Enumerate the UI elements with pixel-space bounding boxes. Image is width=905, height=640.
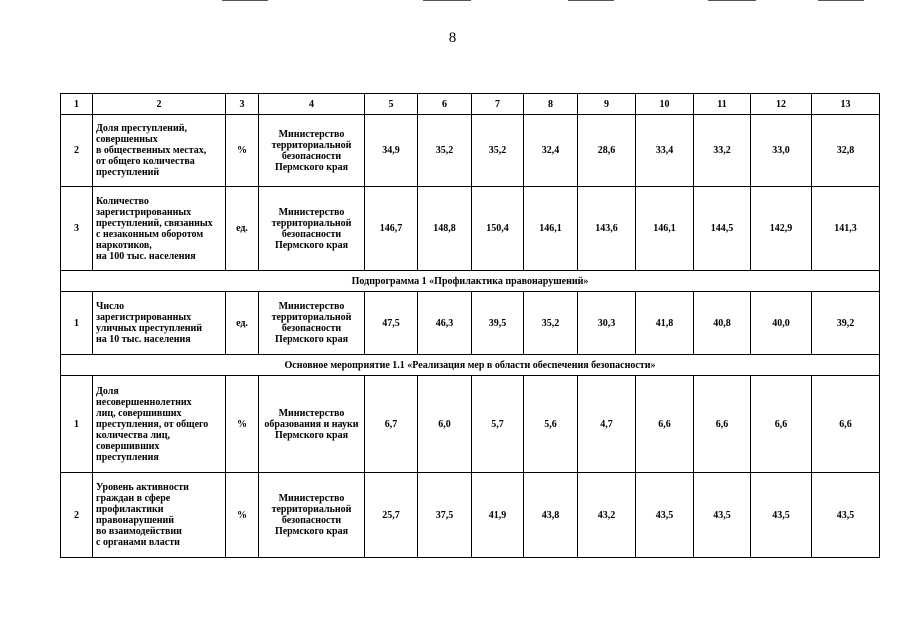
cell-indicator-text: Доля преступлений, совершенных в общественных местах, от общего количества преступлений <box>96 123 207 178</box>
cell-unit <box>226 115 259 187</box>
cell-value <box>751 473 812 558</box>
table-row <box>61 292 880 355</box>
header-cell <box>259 94 365 115</box>
cell-value <box>418 292 472 355</box>
cell-value <box>636 292 694 355</box>
header-cell <box>578 94 636 115</box>
cell-number <box>61 115 93 187</box>
cell-value <box>365 376 418 473</box>
cell-value <box>472 187 524 271</box>
cell-value <box>524 473 578 558</box>
cell-responsible-text: Министерство территориальной безопасности Пермского края <box>271 206 352 251</box>
cell-responsible <box>259 292 365 355</box>
cell-value <box>524 115 578 187</box>
cell-value <box>418 115 472 187</box>
cell-number <box>61 376 93 473</box>
cell-value <box>812 187 880 271</box>
cell-value <box>694 292 751 355</box>
cell-value-text: 6,6 <box>715 418 729 430</box>
cell-value <box>578 187 636 271</box>
indicators-table <box>60 93 880 558</box>
cell-value <box>694 473 751 558</box>
cell-value <box>694 187 751 271</box>
cell-value-text: 33,2 <box>713 145 731 156</box>
cell-value-text: 146,1 <box>653 223 676 234</box>
cell-value-text: 28,6 <box>597 145 616 156</box>
cell-responsible <box>259 473 365 558</box>
cell-value <box>472 115 524 187</box>
cell-indicator <box>93 473 226 558</box>
cell-unit <box>226 473 259 558</box>
cell-value <box>636 115 694 187</box>
header-row <box>61 94 880 115</box>
cell-value <box>636 187 694 271</box>
cell-value-text: 25,7 <box>382 509 400 521</box>
cell-responsible-text: Министерство территориальной безопасности Пермского края <box>271 128 352 173</box>
cell-value-text: 30,3 <box>597 317 616 329</box>
cell-value-text: 43,5 <box>713 509 731 521</box>
cell-value <box>365 115 418 187</box>
cell-responsible <box>259 187 365 271</box>
cell-value <box>751 376 812 473</box>
cell-value <box>694 376 751 473</box>
cell-value-text: 43,8 <box>541 509 560 521</box>
cell-value <box>636 473 694 558</box>
cell-value-text: 43,5 <box>772 509 790 521</box>
cell-indicator <box>93 376 226 473</box>
cell-value-text: 39,5 <box>488 317 507 329</box>
cell-value-text: 40,0 <box>772 317 790 329</box>
cell-value-text: 33,4 <box>655 145 674 156</box>
cell-number-text: 3 <box>74 223 79 234</box>
cell-value <box>365 187 418 271</box>
header-cell <box>226 94 259 115</box>
cell-number-text: 1 <box>74 317 79 329</box>
cell-value <box>578 473 636 558</box>
header-cell <box>694 94 751 115</box>
header-cell <box>418 94 472 115</box>
cell-value-text: 6,0 <box>438 418 451 430</box>
header-cell <box>472 94 524 115</box>
cell-number-text: 2 <box>74 509 79 521</box>
cell-responsible-text: Министерство территориальной безопасности Пермского края <box>271 301 352 345</box>
header-cell <box>812 94 880 115</box>
cell-value-text: 43,2 <box>597 509 616 521</box>
table-row <box>61 473 880 558</box>
cell-value-text: 6,6 <box>658 418 671 430</box>
header-cell <box>61 94 93 115</box>
cell-value <box>472 376 524 473</box>
section-row <box>61 355 880 376</box>
cell-unit-text: % <box>237 509 247 521</box>
cell-value <box>365 473 418 558</box>
header-cell <box>93 94 226 115</box>
cell-value-text: 146,1 <box>539 223 562 234</box>
table-body <box>61 94 880 558</box>
cell-value <box>524 376 578 473</box>
cell-value <box>578 115 636 187</box>
header-cell-text: 13 <box>840 98 851 110</box>
table-row <box>61 187 880 271</box>
cell-value <box>578 376 636 473</box>
cell-unit <box>226 187 259 271</box>
top-edge-marks <box>0 0 905 3</box>
cell-value-text: 32,4 <box>541 145 560 156</box>
cell-value-text: 144,5 <box>710 223 734 234</box>
cell-value <box>418 187 472 271</box>
cell-indicator-text: Доля несовершеннолетних лиц, совершивших преступления, от общего количества лиц, совершивших преступления <box>96 385 209 463</box>
cell-value-text: 41,9 <box>488 509 507 521</box>
cell-value-text: 141,3 <box>834 223 857 234</box>
cell-unit <box>226 292 259 355</box>
cell-value-text: 37,5 <box>435 509 454 521</box>
cell-value <box>418 376 472 473</box>
cell-value <box>365 292 418 355</box>
cell-value-text: 143,6 <box>595 223 618 234</box>
cell-value-text: 47,5 <box>382 317 400 329</box>
page-number: 8 <box>448 30 457 46</box>
cell-value <box>812 376 880 473</box>
cell-value <box>751 187 812 271</box>
cell-value-text: 6,6 <box>839 418 852 430</box>
cell-value-text: 33,0 <box>772 145 790 156</box>
cell-value <box>524 292 578 355</box>
cell-responsible <box>259 115 365 187</box>
cell-value-text: 34,9 <box>382 145 400 156</box>
cell-value <box>524 187 578 271</box>
cell-value <box>751 292 812 355</box>
header-cell <box>751 94 812 115</box>
cell-value <box>578 292 636 355</box>
cell-value-text: 41,8 <box>655 317 674 329</box>
table-row <box>61 115 880 187</box>
cell-value-text: 35,2 <box>488 145 507 156</box>
header-cell <box>524 94 578 115</box>
header-cell-text: 12 <box>776 98 786 110</box>
cell-value-text: 142,9 <box>769 223 793 234</box>
cell-indicator-text: Количество зарегистрированных преступлений, связанных с незаконным оборотом наркотиков, на 100 тыс. населения <box>96 195 213 262</box>
section-title-text: Основное мероприятие 1.1 «Реализация мер в области обеспечения безопасности» <box>284 359 656 371</box>
section-row <box>61 271 880 292</box>
cell-indicator <box>93 187 226 271</box>
cell-value-text: 43,5 <box>655 509 674 521</box>
cell-value-text: 35,2 <box>541 317 560 329</box>
cell-value <box>636 376 694 473</box>
cell-unit-text: ед. <box>236 317 248 329</box>
cell-number <box>61 187 93 271</box>
cell-unit-text: ед. <box>236 223 248 234</box>
header-cell-text: 11 <box>717 98 727 110</box>
cell-number <box>61 473 93 558</box>
header-cell-text: 9 <box>604 98 609 110</box>
cell-indicator-text: Уровень активности граждан в сфере профилактики правонарушений во взаимодействии с органами власти <box>96 482 189 548</box>
header-cell-text: 3 <box>239 98 245 110</box>
cell-value-text: 6,6 <box>774 418 788 430</box>
section-title <box>61 271 880 292</box>
cell-value <box>472 473 524 558</box>
cell-value-text: 148,8 <box>433 223 456 234</box>
header-cell-text: 1 <box>74 98 79 110</box>
header-cell-text: 7 <box>495 98 500 110</box>
header-cell-text: 5 <box>388 98 394 110</box>
header-cell <box>636 94 694 115</box>
cell-responsible-text: Министерство территориальной безопасности Пермского края <box>271 493 352 537</box>
section-title-text: Подпрограмма 1 «Профилактика правонарушений» <box>351 275 589 287</box>
cell-value-text: 39,2 <box>836 317 855 329</box>
cell-indicator <box>93 292 226 355</box>
section-title <box>61 355 880 376</box>
cell-number <box>61 292 93 355</box>
cell-value-text: 32,8 <box>836 145 855 156</box>
cell-value <box>812 473 880 558</box>
header-cell-text: 10 <box>659 98 670 110</box>
cell-value <box>418 473 472 558</box>
cell-responsible <box>259 376 365 473</box>
cell-number-text: 2 <box>74 145 79 156</box>
header-cell-text: 6 <box>442 98 447 110</box>
header-cell-text: 8 <box>548 98 553 110</box>
cell-value-text: 6,7 <box>384 418 398 430</box>
cell-responsible-text: Министерство образования и науки Пермского края <box>264 407 359 441</box>
header-cell-text: 2 <box>156 98 162 110</box>
cell-value <box>812 115 880 187</box>
cell-unit <box>226 376 259 473</box>
cell-unit-text: % <box>237 418 247 430</box>
cell-value-text: 146,7 <box>379 223 403 234</box>
cell-unit-text: % <box>237 145 247 156</box>
cell-value-text: 5,7 <box>491 418 504 430</box>
cell-number-text: 1 <box>74 418 79 430</box>
cell-value <box>812 292 880 355</box>
header-cell <box>365 94 418 115</box>
cell-value-text: 5,6 <box>544 418 557 430</box>
cell-value-text: 43,5 <box>836 509 855 521</box>
cell-value-text: 4,7 <box>600 418 613 430</box>
cell-value-text: 35,2 <box>435 145 454 156</box>
cell-value-text: 46,3 <box>435 317 454 329</box>
cell-indicator <box>93 115 226 187</box>
table-row <box>61 376 880 473</box>
cell-value <box>694 115 751 187</box>
cell-indicator-text: Число зарегистрированных уличных преступлений на 10 тыс. населения <box>96 301 203 345</box>
cell-value-text: 150,4 <box>486 223 509 234</box>
header-cell-text: 4 <box>309 98 314 110</box>
cell-value <box>472 292 524 355</box>
cell-value-text: 40,8 <box>713 317 731 329</box>
cell-value <box>751 115 812 187</box>
